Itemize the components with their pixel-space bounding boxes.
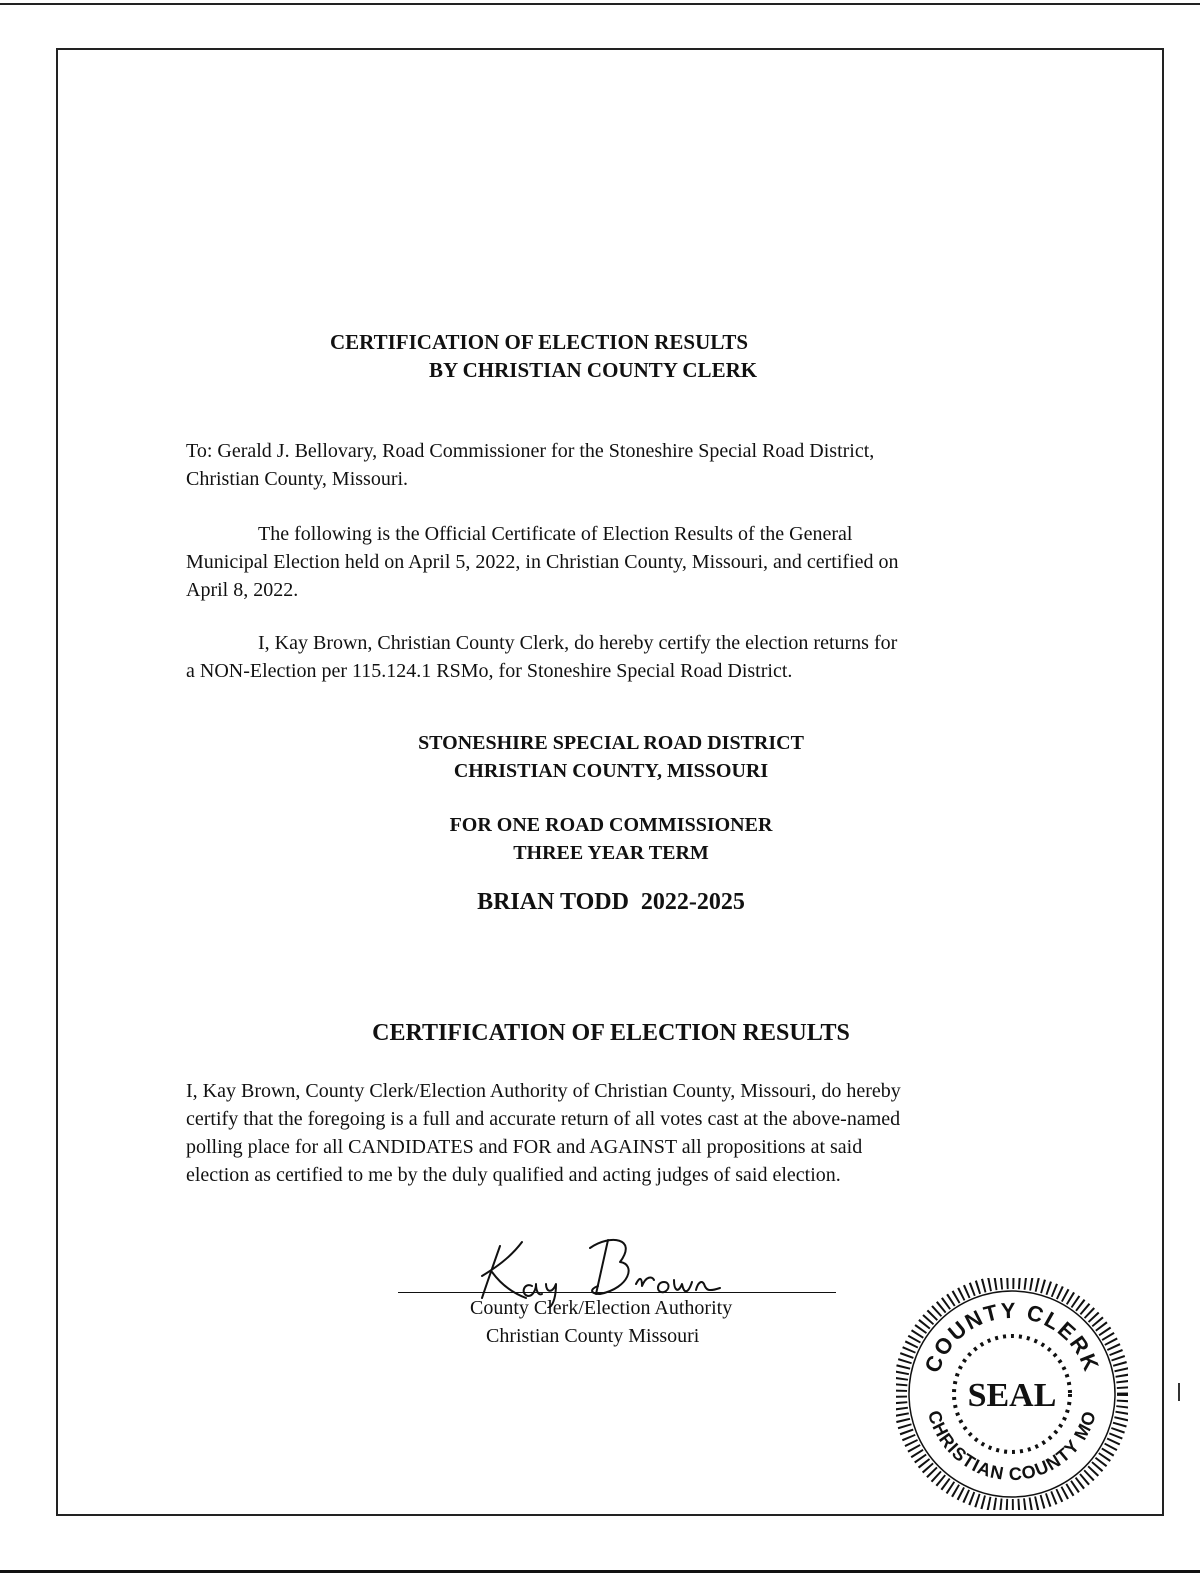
- office-line2: THREE YEAR TERM: [513, 842, 709, 864]
- office-line1: FOR ONE ROAD COMMISSIONER: [449, 814, 773, 836]
- document-title-line1: CERTIFICATION OF ELECTION RESULTS: [330, 330, 749, 354]
- paragraph2-line1: I, Kay Brown, Christian County Clerk, do hereby certify the election returns for: [258, 632, 898, 654]
- district-line1: STONESHIRE SPECIAL ROAD DISTRICT: [418, 732, 804, 754]
- signature-caption-county: Christian County Missouri: [486, 1325, 700, 1347]
- paragraph2-line2: a NON-Election per 115.124.1 RSMo, for Stoneshire Special Road District.: [186, 660, 793, 682]
- paragraph1-line2: Municipal Election held on April 5, 2022, in Christian County, Missouri, and certified on: [186, 551, 899, 573]
- certification-line3: polling place for all CANDIDATES and FOR and AGAINST all propositions at said: [186, 1136, 863, 1158]
- top-scan-edge: [0, 3, 1200, 5]
- address-line1: To: Gerald J. Bellovary, Road Commissioner for the Stoneshire Special Road District,: [186, 440, 875, 462]
- svg-text:CHRISTIAN COUNTY MO: CHRISTIAN COUNTY MO: [923, 1408, 1101, 1485]
- county-clerk-seal: [896, 1278, 1128, 1510]
- signature-line: [398, 1292, 836, 1293]
- certification-line1: I, Kay Brown, County Clerk/Election Authority of Christian County, Missouri, do hereby: [186, 1080, 901, 1102]
- signature-caption-title: County Clerk/Election Authority: [470, 1297, 733, 1319]
- winner-name-term: BRIAN TODD 2022-2025: [477, 889, 745, 915]
- scan-mark: [1178, 1383, 1180, 1401]
- certification-line2: certify that the foregoing is a full and accurate return of all votes cast at the above-named: [186, 1108, 901, 1130]
- bottom-scan-edge: [0, 1570, 1200, 1573]
- address-line2: Christian County, Missouri.: [186, 468, 409, 490]
- svg-text:SEAL: SEAL: [967, 1377, 1057, 1414]
- paragraph1-line1: The following is the Official Certificate of Election Results of the General: [258, 523, 853, 545]
- document-title-line2: BY CHRISTIAN COUNTY CLERK: [429, 358, 758, 382]
- certification-heading: CERTIFICATION OF ELECTION RESULTS: [372, 1020, 850, 1046]
- svg-text:COUNTY CLERK: COUNTY CLERK: [919, 1297, 1105, 1376]
- certification-line4: election as certified to me by the duly qualified and acting judges of said election.: [186, 1164, 841, 1186]
- district-line2: CHRISTIAN COUNTY, MISSOURI: [453, 760, 769, 782]
- paragraph1-line3: April 8, 2022.: [186, 579, 299, 601]
